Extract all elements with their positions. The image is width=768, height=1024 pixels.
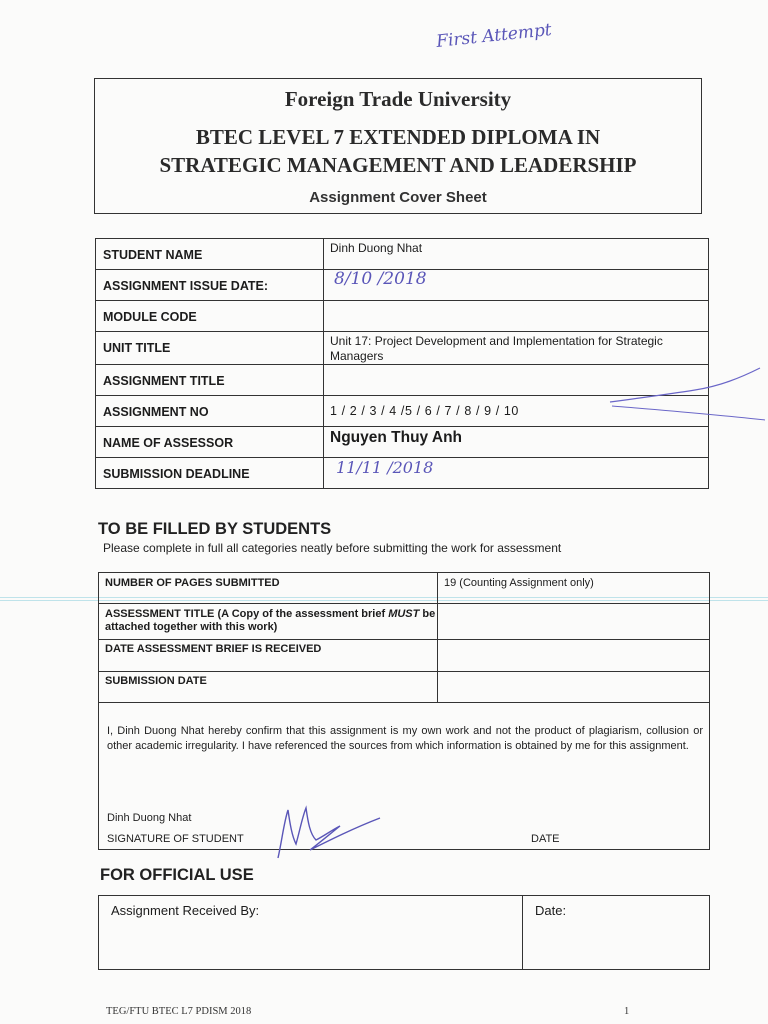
diploma-line-1: BTEC LEVEL 7 EXTENDED DIPLOMA IN bbox=[195, 125, 601, 149]
page-number: 1 bbox=[624, 1006, 630, 1017]
assessment-title-label bbox=[99, 604, 438, 640]
declaration-text: I, Dinh Duong Nhat hereby confirm that this assignment is my own work and not the product of plagiarism, collusion or other academic irregularity. I have referenced the sources from which information is obtained by me for this assignment. bbox=[107, 725, 703, 752]
deadline-cell bbox=[324, 458, 709, 489]
student-date-label: DATE bbox=[531, 833, 560, 845]
student-signature bbox=[270, 800, 390, 866]
student-name-label: STUDENT NAME bbox=[96, 239, 324, 270]
table-row bbox=[99, 896, 710, 970]
module-code-label: MODULE CODE bbox=[96, 301, 324, 332]
assessment-title-value bbox=[438, 604, 710, 640]
deadline-label: SUBMISSION DEADLINE bbox=[96, 458, 324, 489]
official-use-title: FOR OFFICIAL USE bbox=[100, 866, 254, 884]
table-row bbox=[99, 604, 710, 640]
assignment-title-label: ASSIGNMENT TITLE bbox=[96, 365, 324, 396]
signer-name: Dinh Duong Nhat bbox=[107, 812, 192, 824]
students-section-subtitle: Please complete in full all categories neatly before submitting the work for assessment bbox=[103, 541, 562, 555]
submission-date-label: SUBMISSION DATE bbox=[99, 672, 438, 703]
diploma-line-2: STRATEGIC MANAGEMENT AND LEADERSHIP bbox=[159, 153, 637, 177]
signature-label: SIGNATURE OF STUDENT bbox=[107, 833, 244, 845]
header-box bbox=[94, 78, 702, 214]
students-section-title: TO BE FILLED BY STUDENTS bbox=[98, 520, 332, 538]
brief-received-value bbox=[438, 640, 710, 672]
table-row bbox=[96, 301, 709, 332]
assignment-no-value: 1 / 2 / 3 / 4 /5 / 6 / 7 / 8 / 9 / 10 bbox=[324, 396, 709, 427]
deadline-value: 11/11 /2018 bbox=[336, 458, 434, 477]
assessor-value: Nguyen Thuy Anh bbox=[324, 427, 709, 458]
assessment-title-label-a: ASSESSMENT TITLE (A Copy of the assessment brief bbox=[105, 608, 389, 620]
submission-date-value bbox=[438, 672, 710, 703]
table-row bbox=[96, 458, 709, 489]
official-use-table bbox=[98, 895, 710, 970]
table-row bbox=[99, 640, 710, 672]
module-code-value bbox=[324, 301, 709, 332]
student-name-value: Dinh Duong Nhat bbox=[324, 239, 709, 270]
first-attempt-annotation: First Attempt bbox=[435, 19, 553, 53]
unit-title-label: UNIT TITLE bbox=[96, 332, 324, 365]
cover-sheet-title: Assignment Cover Sheet bbox=[309, 189, 487, 206]
issue-date-cell bbox=[324, 270, 709, 301]
brief-received-label: DATE ASSESSMENT BRIEF IS RECEIVED bbox=[99, 640, 438, 672]
pages-submitted-label: NUMBER OF PAGES SUBMITTED bbox=[99, 573, 438, 604]
official-date-label: Date: bbox=[523, 896, 710, 970]
received-by-label: Assignment Received By: bbox=[99, 896, 523, 970]
assessment-title-label-b: be attached together with this work) bbox=[105, 608, 436, 633]
assignment-no-label: ASSIGNMENT NO bbox=[96, 396, 324, 427]
declaration-box bbox=[98, 702, 710, 850]
student-submission-table bbox=[98, 572, 710, 703]
table-row bbox=[96, 239, 709, 270]
assessment-title-label-em: MUST bbox=[388, 608, 420, 620]
diploma-title bbox=[95, 123, 701, 179]
issue-date-value: 8/10 /2018 bbox=[334, 269, 427, 289]
university-name: Foreign Trade University bbox=[284, 87, 512, 111]
footer-code: TEG/FTU BTEC L7 PDISM 2018 bbox=[106, 1006, 252, 1017]
pages-submitted-value: 19 (Counting Assignment only) bbox=[438, 573, 710, 604]
table-row bbox=[99, 573, 710, 604]
table-row bbox=[96, 270, 709, 301]
table-row bbox=[96, 427, 709, 458]
assessor-label: NAME OF ASSESSOR bbox=[96, 427, 324, 458]
table-row bbox=[99, 672, 710, 703]
unit-title-value: Unit 17: Project Development and Implementation for Strategic Managers bbox=[324, 332, 709, 365]
pen-stroke-mark bbox=[600, 360, 768, 430]
issue-date-label: ASSIGNMENT ISSUE DATE: bbox=[96, 270, 324, 301]
